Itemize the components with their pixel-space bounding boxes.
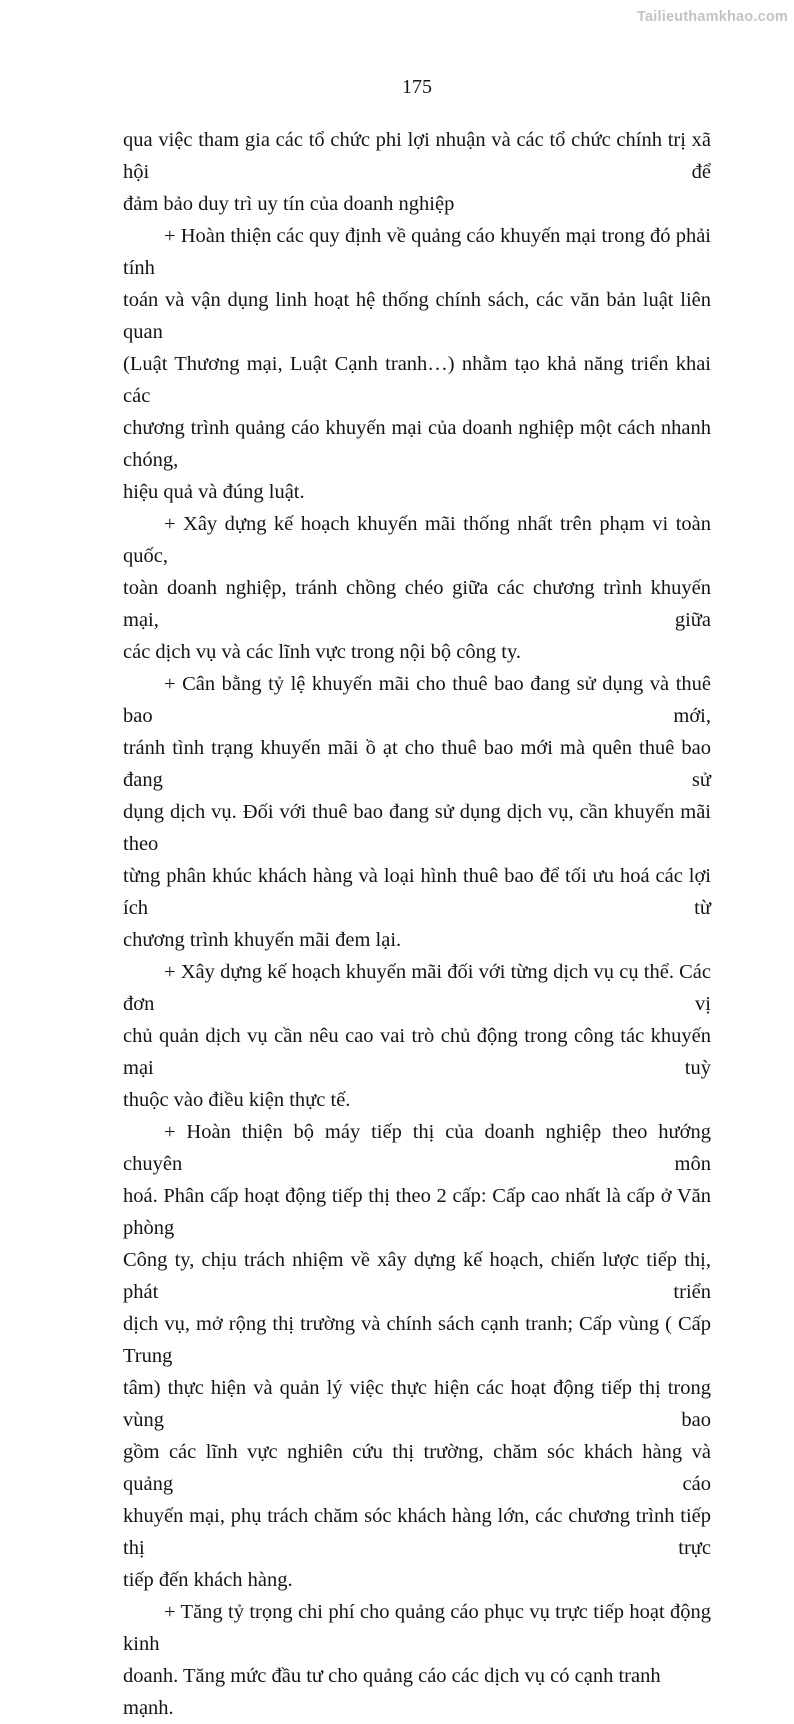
- document-body: [123, 124, 711, 1724]
- watermark-text: Tailieuthamkhao.com: [637, 9, 788, 25]
- text-line: các dịch vụ và các lĩnh vực trong nội bộ công ty.: [123, 641, 522, 663]
- text-line: + Tăng tỷ trọng chi phí cho quảng cáo phục vụ trực tiếp hoạt động kinh: [123, 1601, 711, 1655]
- text-line: chương trình quảng cáo khuyến mại của doanh nghiệp một cách nhanh chóng,: [123, 417, 711, 471]
- text-line: tiếp đến khách hàng.: [123, 1569, 293, 1591]
- text-line: toán và vận dụng linh hoạt hệ thống chính sách, các văn bản luật liên quan: [123, 289, 711, 343]
- text-line: Công ty, chịu trách nhiệm về xây dựng kế hoạch, chiến lược tiếp thị, phát triển: [123, 1249, 711, 1303]
- text-line: chương trình khuyến mãi đem lại.: [123, 929, 402, 951]
- text-line: + Hoàn thiện bộ máy tiếp thị của doanh nghiệp theo hướng chuyên môn: [123, 1121, 711, 1175]
- text-line: từng phân khúc khách hàng và loại hình thuê bao để tối ưu hoá các lợi ích từ: [123, 865, 711, 919]
- page-number: 175: [402, 76, 432, 98]
- text-line: doanh. Tăng mức đầu tư cho quảng cáo các dịch vụ có cạnh tranh mạnh.: [123, 1665, 661, 1719]
- text-line: + Xây dựng kế hoạch khuyến mãi thống nhất trên phạm vi toàn quốc,: [123, 513, 711, 567]
- text-line: (Luật Thương mại, Luật Cạnh tranh…) nhằm tạo khả năng triển khai các: [123, 353, 711, 407]
- text-line: khuyến mại, phụ trách chăm sóc khách hàng lớn, các chương trình tiếp thị trực: [123, 1505, 711, 1559]
- text-line: đảm bảo duy trì uy tín của doanh nghiệp: [123, 193, 455, 215]
- text-line: thuộc vào điều kiện thực tế.: [123, 1089, 351, 1111]
- text-line: + Hoàn thiện các quy định về quảng cáo khuyến mại trong đó phải tính: [123, 225, 711, 279]
- text-line: + Xây dựng kế hoạch khuyến mãi đối với từng dịch vụ cụ thể. Các đơn vị: [123, 961, 711, 1015]
- text-line: tâm) thực hiện và quản lý việc thực hiện các hoạt động tiếp thị trong vùng bao: [123, 1377, 711, 1431]
- text-line: tránh tình trạng khuyến mãi ồ ạt cho thuê bao mới mà quên thuê bao đang sử: [123, 737, 711, 791]
- text-line: dịch vụ, mở rộng thị trường và chính sách cạnh tranh; Cấp vùng ( Cấp Trung: [123, 1313, 711, 1367]
- text-line: qua việc tham gia các tổ chức phi lợi nhuận và các tổ chức chính trị xã hội để: [123, 129, 711, 183]
- text-line: hiệu quả và đúng luật.: [123, 481, 305, 503]
- text-line: hoá. Phân cấp hoạt động tiếp thị theo 2 cấp: Cấp cao nhất là cấp ở Văn phòng: [123, 1185, 711, 1239]
- text-line: + Cân bằng tỷ lệ khuyến mãi cho thuê bao đang sử dụng và thuê bao mới,: [123, 673, 711, 727]
- text-line: dụng dịch vụ. Đối với thuê bao đang sử dụng dịch vụ, cần khuyến mãi theo: [123, 801, 711, 855]
- text-line: gồm các lĩnh vực nghiên cứu thị trường, chăm sóc khách hàng và quảng cáo: [123, 1441, 711, 1495]
- text-line: chủ quản dịch vụ cần nêu cao vai trò chủ động trong công tác khuyến mại tuỳ: [123, 1025, 711, 1079]
- text-line: toàn doanh nghiệp, tránh chồng chéo giữa các chương trình khuyến mại, giữa: [123, 577, 711, 631]
